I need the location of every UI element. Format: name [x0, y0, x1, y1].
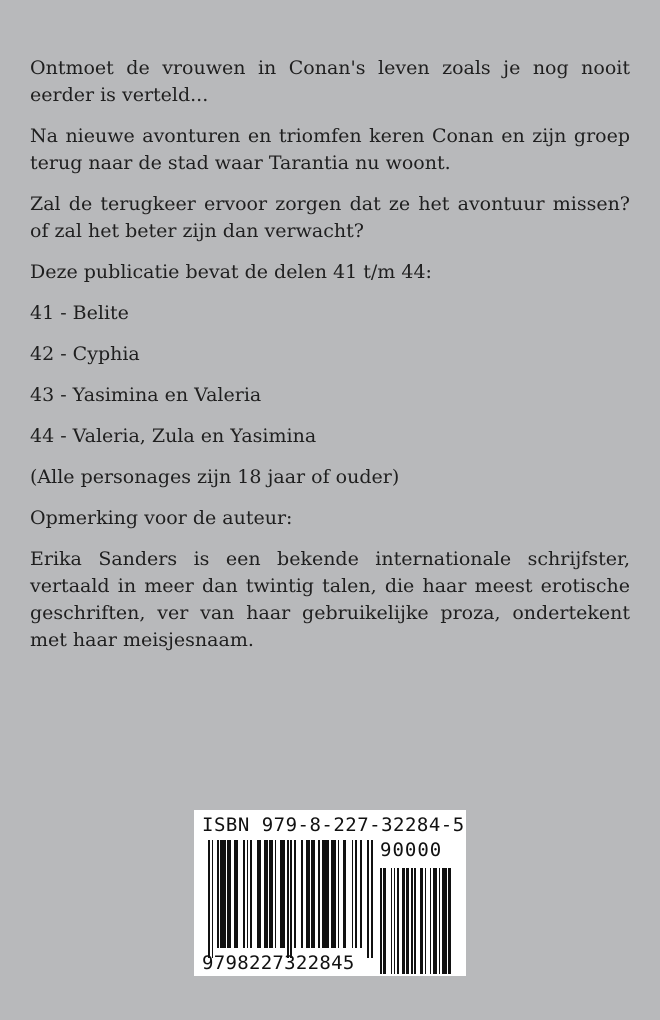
barcode-bar [247, 840, 249, 948]
barcode-bar [290, 840, 292, 958]
barcode-bar [220, 840, 225, 948]
author-note-paragraph: Erika Sanders is een bekende internationale schrijfster, vertaald in meer dan twintig talen, die haar meest erotische geschriften, ver van haar gebruikelijke proza, ondertekent met haar meisjesnaam. [30, 548, 630, 651]
addon-code: 90000 [380, 839, 443, 861]
barcode-bar [306, 840, 310, 948]
barcode-bar [414, 868, 416, 974]
story-paragraph: Na nieuwe avonturen en triomfen keren Conan en zijn groep terug naar de stad waar Tarantia nu woont. [30, 125, 630, 174]
barcode-bar [217, 840, 219, 948]
question-paragraph: Zal de terugkeer ervoor zorgen dat ze het avontuur missen? of zal het beter zijn dan verwacht? [30, 193, 630, 242]
barcode-bar [264, 840, 268, 948]
barcode-bar [420, 868, 423, 974]
barcode-bar [383, 868, 386, 974]
back-cover-text [30, 55, 630, 668]
barcode-bar [275, 840, 277, 948]
barcode-bar [430, 868, 432, 974]
barcode-bar [397, 868, 399, 974]
barcode-bar [425, 868, 427, 974]
barcode-bar [391, 868, 393, 974]
barcode-bar [269, 840, 273, 948]
barcode-bar [439, 868, 441, 974]
barcode-bar [355, 840, 357, 948]
contents-heading: Deze publicatie bevat de delen 41 t/m 44: [30, 261, 432, 283]
volume-item: 41 - Belite [30, 302, 129, 324]
barcode-bar [406, 868, 409, 974]
barcode-bar [294, 840, 296, 948]
barcode-bar [212, 840, 214, 958]
barcode-bar [318, 840, 320, 948]
barcode-bar [287, 840, 289, 958]
barcode-bar [448, 868, 451, 974]
barcode-bar [301, 840, 303, 948]
barcode-bar [280, 840, 285, 948]
volume-item: 44 - Valeria, Zula en Yasimina [30, 425, 317, 447]
barcode-bar [394, 868, 396, 974]
barcode-bar [360, 840, 362, 948]
barcode-bar [322, 840, 329, 948]
volume-item: 42 - Cyphia [30, 343, 140, 365]
barcode-bar [227, 840, 231, 948]
barcode-bar [380, 868, 382, 974]
intro-paragraph: Ontmoet de vrouwen in Conan's leven zoals je nog nooit eerder is verteld... [30, 57, 630, 106]
addon-barcode-bars [380, 868, 458, 974]
barcode-bar [243, 840, 245, 948]
ean-barcode-bars [208, 840, 376, 958]
barcode-bar [367, 840, 369, 958]
age-disclaimer: (Alle personages zijn 18 jaar of ouder) [30, 466, 400, 488]
barcode-bar [250, 840, 252, 948]
barcode-bar [442, 868, 447, 974]
barcode-bar [338, 840, 340, 948]
author-note-heading: Opmerking voor de auteur: [30, 507, 293, 529]
ean-digits: 9798227322845 [202, 952, 355, 974]
isbn-barcode [194, 810, 466, 976]
barcode-bar [411, 868, 413, 974]
barcode-bar [352, 840, 354, 948]
barcode-bar [371, 840, 373, 958]
barcode-bar [343, 840, 347, 948]
barcode-bar [234, 840, 238, 948]
isbn-label: ISBN 979-8-227-32284-5 [202, 814, 465, 836]
barcode-bar [433, 868, 438, 974]
barcode-bar [257, 840, 261, 948]
barcode-bar [208, 840, 210, 958]
volume-item: 43 - Yasimina en Valeria [30, 384, 262, 406]
barcode-bar [402, 868, 405, 974]
barcode-bar [311, 840, 315, 948]
barcode-bar [331, 840, 336, 948]
